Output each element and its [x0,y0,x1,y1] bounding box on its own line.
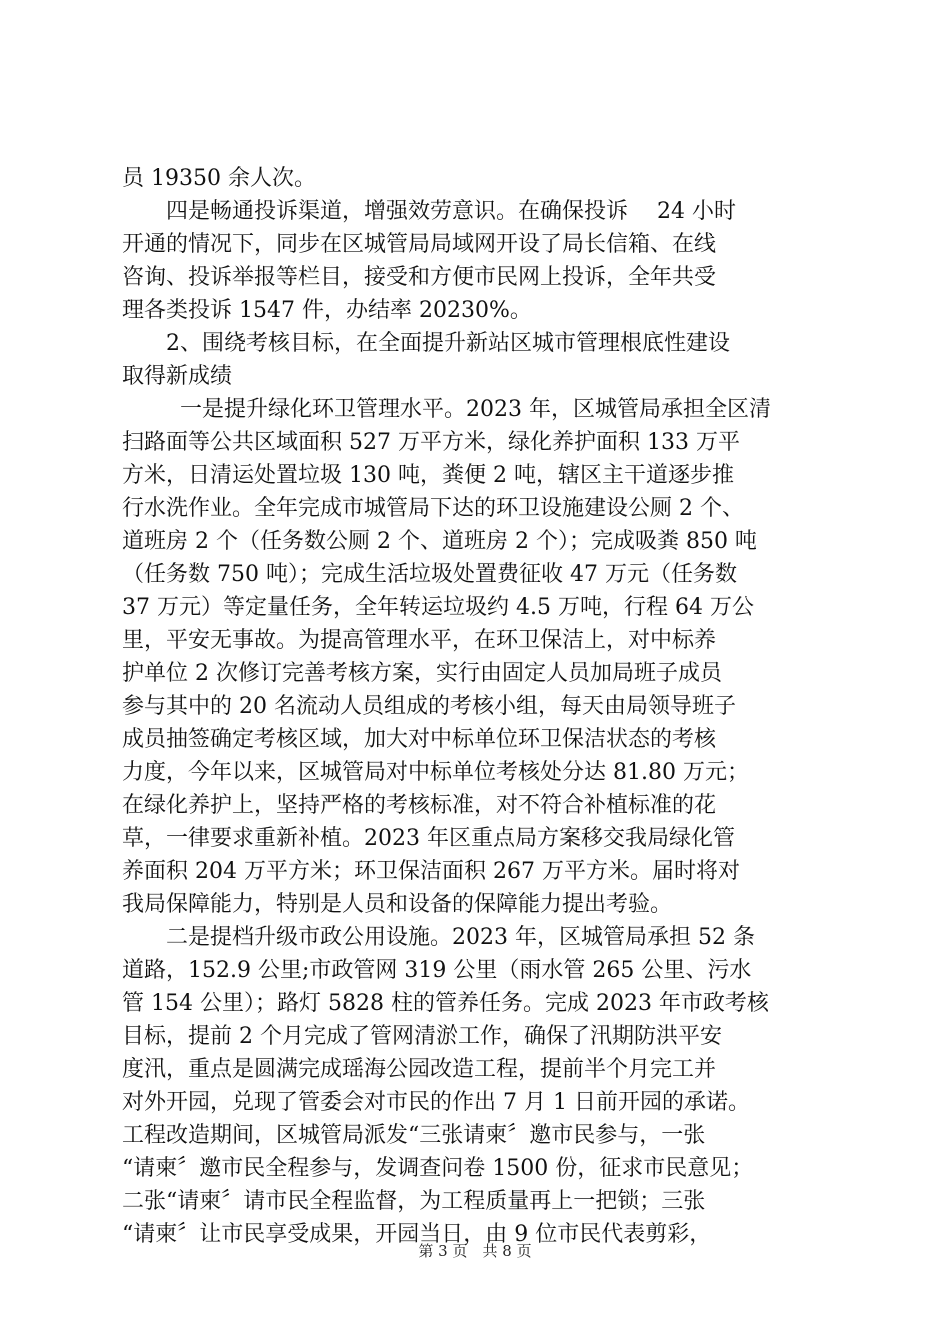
text-line: 二张“请柬〞请市民全程监督，为工程质量再上一把锁；三张 [122,1189,706,1214]
text-line: 成员抽签确定考核区域，加大对中标单位环卫保洁状态的考核 [122,727,717,752]
text-line: 咨询、投诉举报等栏目，接受和方便市民网上投诉，全年共受 [122,265,717,290]
text-line: 对外开园，兑现了管委会对市民的作出 7 月 1 日前开园的承诺。 [122,1090,750,1115]
text-line: 理各类投诉 1547 件，办结率 20230%。 [122,298,532,323]
text-line: 一是提升绿化环卫管理水平。2023 年，区城管局承担全区清 [180,397,771,422]
text-line: 里，平安无事故。为提高管理水平，在环卫保洁上，对中标养 [122,628,717,653]
text-line: 草，一律要求重新补植。2023 年区重点局方案移交我局绿化管 [122,826,735,851]
section-heading: 取得新成绩 [122,364,233,389]
text-line: 我局保障能力，特别是人员和设备的保障能力提出考验。 [122,892,673,917]
text-line: 扫路面等公共区域面积 527 万平方米，绿化养护面积 133 万平 [122,430,740,455]
text-line: 四是畅通投诉渠道，增强效劳意识。在确保投诉 24 小时 [166,199,736,224]
text-line: 道路，152.9 公里;市政管网 319 公里（雨水管 265 公里、污水 [122,958,752,983]
text-line: 度汛，重点是圆满完成瑶海公园改造工程，提前半个月完工并 [122,1057,717,1082]
text-line: 开通的情况下，同步在区城管局局域网开设了局长信箱、在线 [122,232,717,257]
text-line: 方米，日清运处置垃圾 130 吨，粪便 2 吨，辖区主干道逐步推 [122,463,734,488]
page-footer: 第 3 页 共 8 页 [418,1242,532,1260]
text-line: 参与其中的 20 名流动人员组成的考核小组，每天由局领导班子 [122,694,736,719]
text-line: 员 19350 余人次。 [122,166,316,191]
section-heading: 2、围绕考核目标，在全面提升新站区城市管理根底性建设 [166,331,730,356]
text-line: 力度，今年以来，区城管局对中标单位考核处分达 81.80 万元； [122,760,749,785]
text-line: “请柬〞让市民享受成果，开园当日，由 9 位市民代表剪彩， [122,1222,712,1247]
text-line: 工程改造期间，区城管局派发“三张请柬〞邀市民参与，一张 [122,1123,706,1148]
text-line: 37 万元）等定量任务，全年转运垃圾约 4.5 万吨，行程 64 万公 [122,595,754,620]
body-text [122,162,838,1251]
text-line: 道班房 2 个（任务数公厕 2 个、道班房 2 个）；完成吸粪 850 吨 [122,529,757,554]
text-line: 二是提档升级市政公用设施。2023 年，区城管局承担 52 条 [166,925,755,950]
text-line: “请柬〞邀市民全程参与，发调查问卷 1500 份，征求市民意见； [122,1156,754,1181]
text-line: 管 154 公里）；路灯 5828 柱的管养任务。完成 2023 年市政考核 [122,991,769,1016]
text-line: 养面积 204 万平方米；环卫保洁面积 267 万平方米。届时将对 [122,859,740,884]
text-line: （任务数 750 吨）；完成生活垃圾处置费征收 47 万元（任务数 [122,562,737,587]
text-line: 目标，提前 2 个月完成了管网清淤工作，确保了汛期防洪平安 [122,1024,722,1049]
text-line: 在绿化养护上，坚持严格的考核标准，对不符合补植标准的花 [122,793,717,818]
text-line: 护单位 2 次修订完善考核方案，实行由固定人员加局班子成员 [122,661,722,686]
text-line: 行水洗作业。全年完成市城管局下达的环卫设施建设公厕 2 个、 [122,496,744,521]
